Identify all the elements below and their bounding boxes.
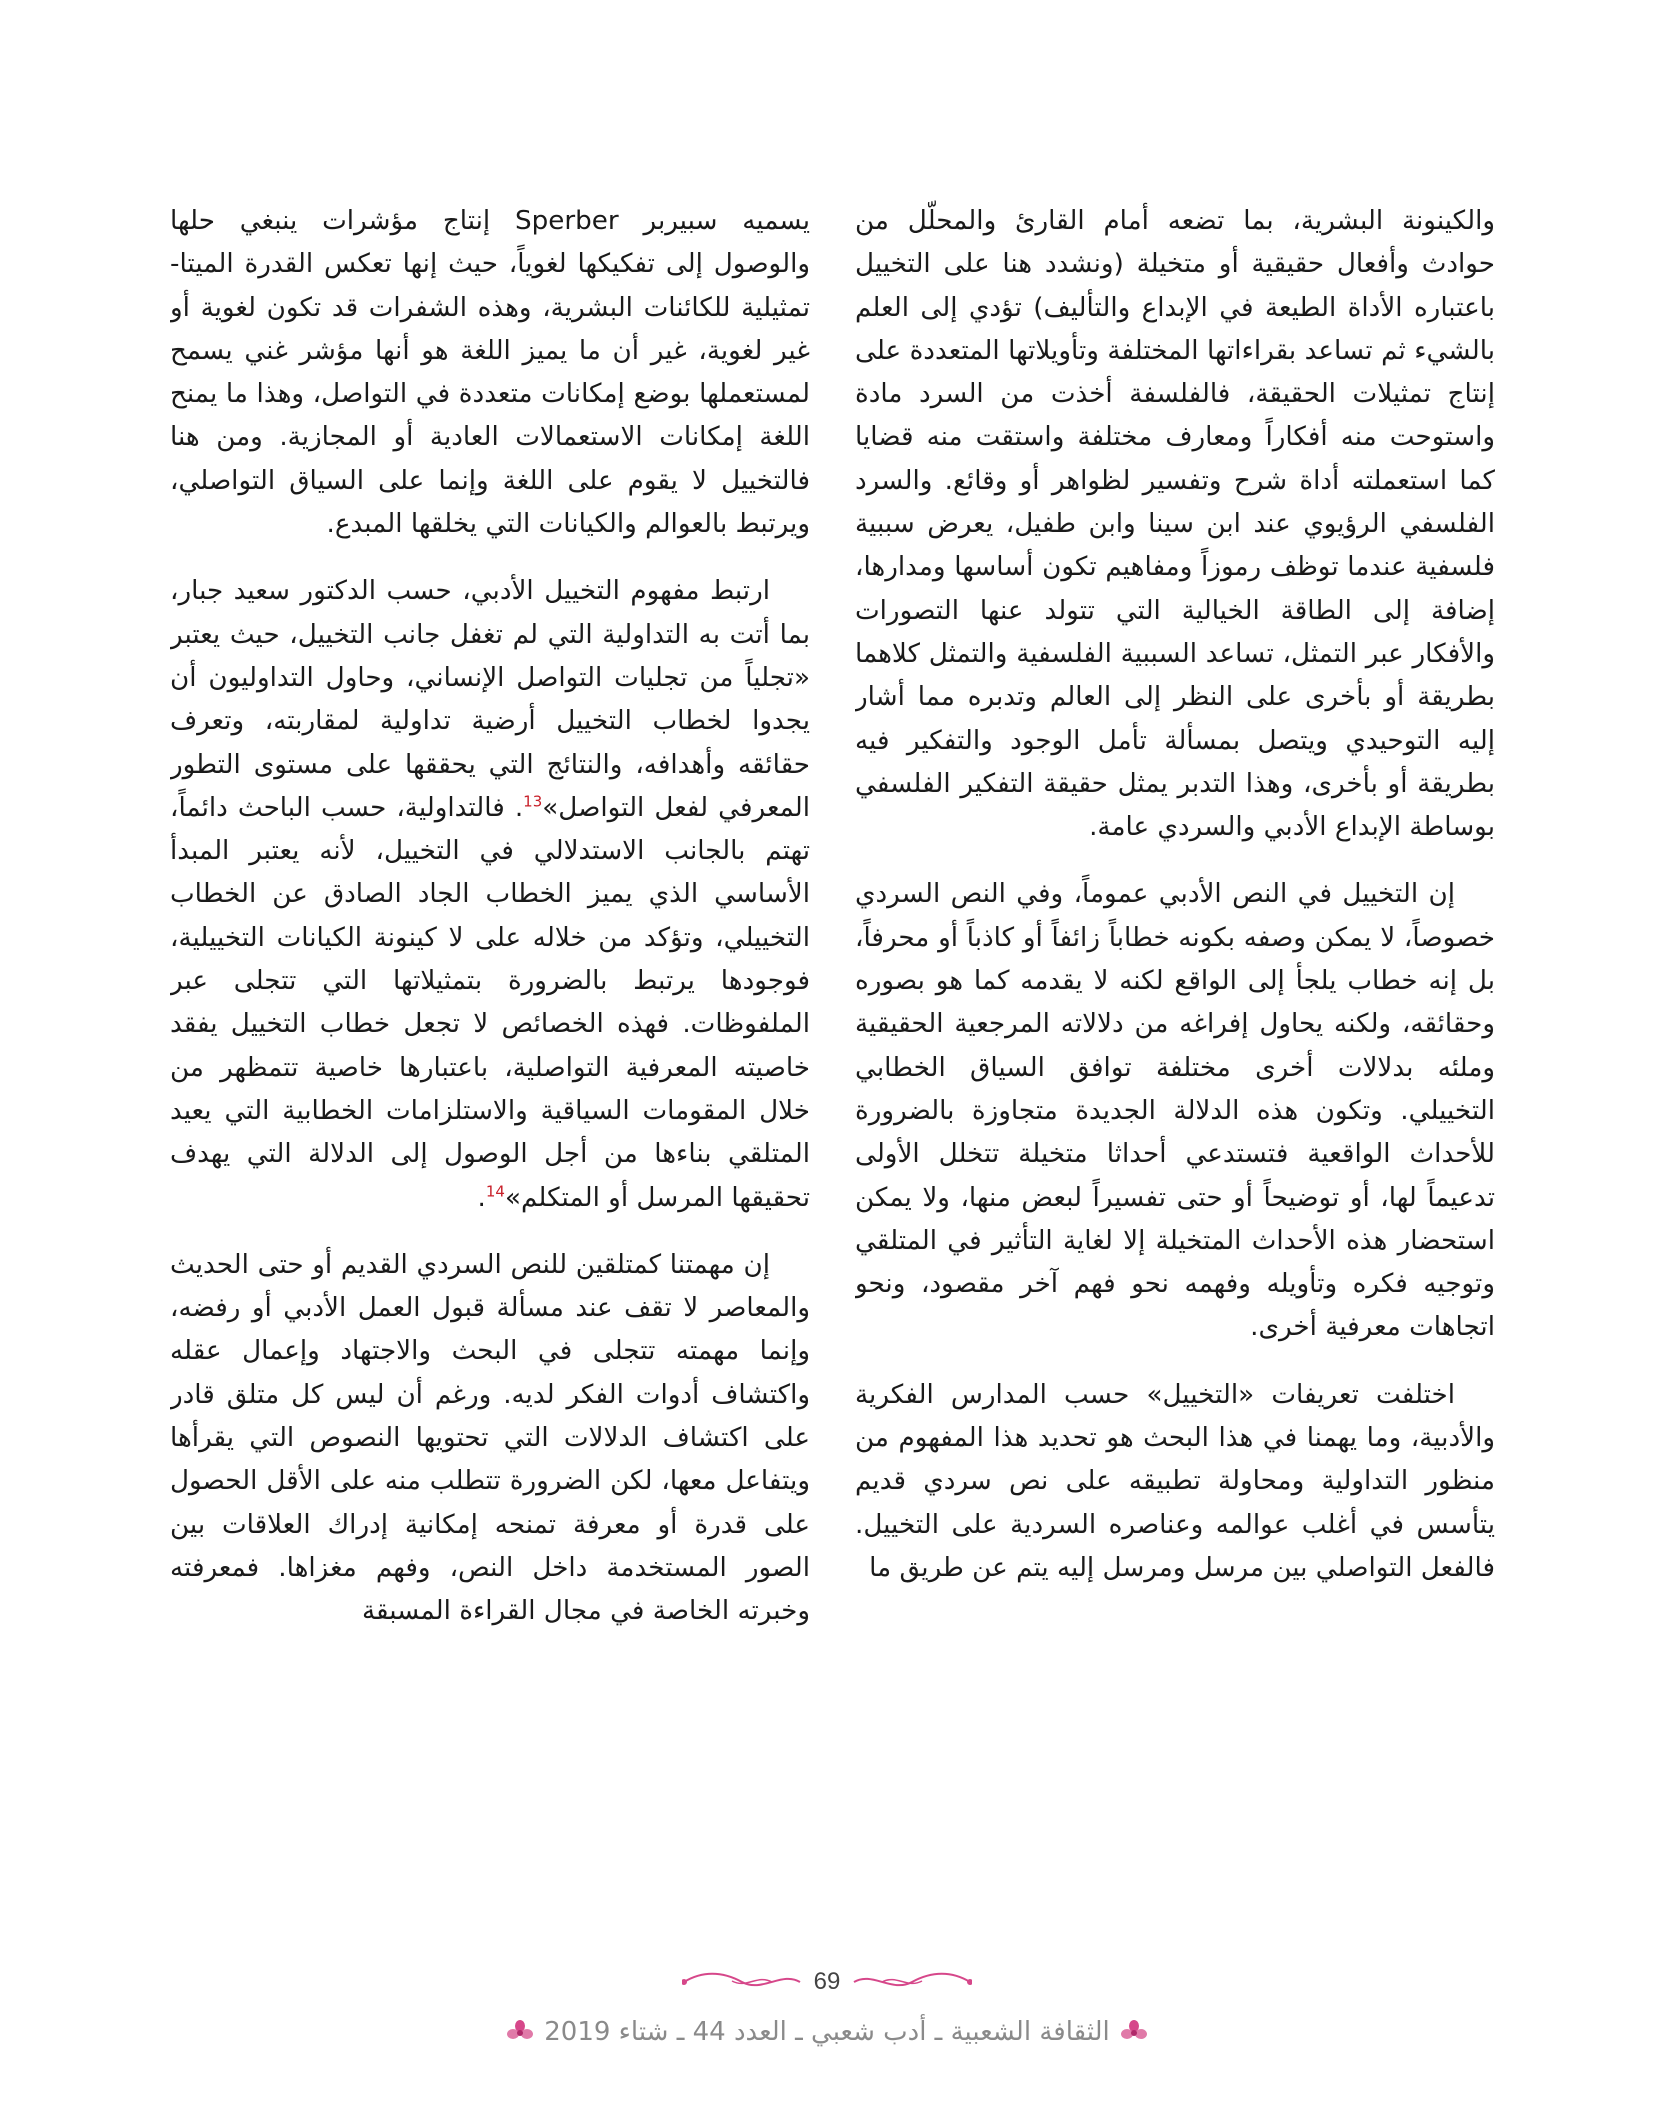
page-number-ornament — [0, 1962, 1654, 2002]
paragraph-text: ارتبط مفهوم التخييل الأدبي، حسب الدكتور سعيد جبار، بما أتت به التداولية التي لم تغفل جانب التخييل، حيث يعتبر «تجلياً من تجليات التواصل الإنساني، وحاول التداوليون أن يجدوا لخطاب التخييل أرضية تداولية لمقاربته، وتعرف حقائقه وأهدافه، والنتائج التي يحققها على مستوى التطور المعرفي لفعل التواصل» — [170, 576, 810, 823]
flower-icon — [1120, 2019, 1148, 2045]
footnote-marker[interactable]: 14 — [485, 1181, 505, 1200]
journal-issue-line: الثقافة الشعبية ـ أدب شعبي ـ العدد 44 ـ شتاء 2019 — [544, 2017, 1110, 2047]
swirl-ornament-icon — [682, 1969, 802, 1995]
body-paragraph-with-footnotes — [170, 570, 810, 1219]
body-paragraph: اختلفت تعريفات «التخييل» حسب المدارس الفكرية والأدبية، وما يهمنا في هذا البحث هو تحديد هذا المفهوم من منظور التداولية ومحاولة تطبيقه على نص سردي قديم يتأسس في أغلب عوالمه وعناصره السردية على التخييل. فالفعل التواصلي بين مرسل ومرسل إليه يتم عن طريق ما — [855, 1379, 1495, 1583]
left-column — [170, 200, 810, 1945]
body-paragraph: إن مهمتنا كمتلقين للنص السردي القديم أو حتى الحديث والمعاصر لا تقف عند مسألة قبول العمل الأدبي أو رفضه، وإنما مهمته تتجلى في البحث والاجتهاد وإعمال عقله واكتشاف أدوات الفكر لديه. ورغم أن ليس كل متلق قادر على اكتشاف الدلالات التي تحتويها النصوص التي يقرأها ويتفاعل معها، لكن الضرورة تتطلب منه على الأقل الحصول على قدرة أو معرفة تمنحه إمكانية إدراك العلاقات بين الصور المستخدمة داخل النص، وفهم مغزاها. فمعرفته وخبرته الخاصة في مجال القراءة المسبقة — [170, 1249, 810, 1627]
journal-footer — [0, 2010, 1654, 2054]
page-number: 69 — [813, 1968, 841, 1995]
paragraph-text: . فالتداولية، حسب الباحث دائماً، تهتم بالجانب الاستدلالي في التخييل، لأنه يعتبر المبدأ الأساسي الذي يميز الخطاب الجاد الصادق عن الخطاب التخييلي، وتؤكد من خلاله على لا كينونة الكيانات التخييلية، فوجودها يرتبط بالضرورة بتمثيلاتها التي تتجلى عبر الملفوظات. فهذه الخصائص لا تجعل خطاب التخييل يفقد خاصيته المعرفية التواصلية، باعتبارها خاصية تتمظهر من خلال المقومات السياقية والاستلزامات الخطابية التي يعيد المتلقي بناءها من أجل الوصول إلى الدلالة التي يهدف تحقيقها المرسل أو المتكلم» — [170, 792, 810, 1213]
paragraph-text: . — [477, 1182, 486, 1213]
right-column — [855, 200, 1495, 1945]
footnote-marker[interactable]: 13 — [523, 792, 543, 811]
body-paragraph: إن التخييل في النص الأدبي عموماً، وفي النص السردي خصوصاً، لا يمكن وصفه بكونه خطاباً زائفاً أو كاذباً أو محرفاً، بل إنه خطاب يلجأ إلى الواقع لكنه لا يقدمه كما هو بصوره وحقائقه، ولكنه يحاول إفراغه من دلالاته المرجعية الحقيقية وملئه بدلالات أخرى مختلفة توافق السياق الخطابي التخييلي. وتكون هذه الدلالة الجديدة متجاوزة بالضرورة للأحداث الواقعية فتستدعي أحداثا متخيلة تتخلل الأولى تدعيماً لها، أو توضيحاً أو حتى تفسيراً لبعض منها، ولا يمكن استحضار هذه الأحداث المتخيلة إلا لغاية التأثير في المتلقي وتوجيه فكره وتأويله وفهمه نحو فهم آخر مقصود، ونحو اتجاهات معرفية أخرى. — [855, 879, 1495, 1343]
body-paragraph: والكينونة البشرية، بما تضعه أمام القارئ والمحلّل من حوادث وأفعال حقيقية أو متخيلة (ونشدد هنا على التخييل باعتباره الأداة الطيعة في الإبداع والتأليف) تؤدي إلى العلم بالشيء ثم تساعد بقراءاتها المختلفة وتأويلاتها المتعددة على إنتاج تمثيلات الحقيقة، فالفلسفة أخذت من السرد مادة واستوحت منه أفكاراً ومعارف مختلفة واستقت منه قضايا كما استعملته أداة شرح وتفسير لظواهر أو وقائع. والسرد الفلسفي الرؤيوي عند ابن سينا وابن طفيل، يعرض سببية فلسفية عندما توظف رموزاً ومفاهيم تكون أساسها ومدارها، إضافة إلى الطاقة الخيالية التي تتولد عنها التصورات والأفكار عبر التمثل، تساعد السببية الفلسفية والتمثل كلاهما بطريقة أو بأخرى على النظر إلى العالم وتدبره مما أشار إليه التوحيدي ويتصل بمسألة تأمل الوجود والتفكير فيه بطريقة أو بأخرى، وهذا التدبر يمثل حقيقة التفكير الفلسفي بوساطة الإبداع الأدبي والسردي عامة. — [855, 206, 1495, 843]
body-paragraph: يسميه سبيربر Sperber إنتاج مؤشرات ينبغي حلها والوصول إلى تفكيكها لغوياً، حيث إنها تعكس القدرة الميتا-تمثيلية للكائنات البشرية، وهذه الشفرات قد تكون لغوية أو غير لغوية، غير أن ما يميز اللغة هو أنها مؤشر غني يسمح لمستعملها بوضع إمكانات متعددة في التواصل، وهذا ما يمنح اللغة إمكانات الاستعمالات العادية أو المجازية. ومن هنا فالتخييل لا يقوم على اللغة وإنما على السياق التواصلي، ويرتبط بالعوالم والكيانات التي يخلقها المبدع. — [170, 206, 810, 540]
flower-icon — [506, 2019, 534, 2045]
swirl-ornament-icon — [852, 1969, 972, 1995]
